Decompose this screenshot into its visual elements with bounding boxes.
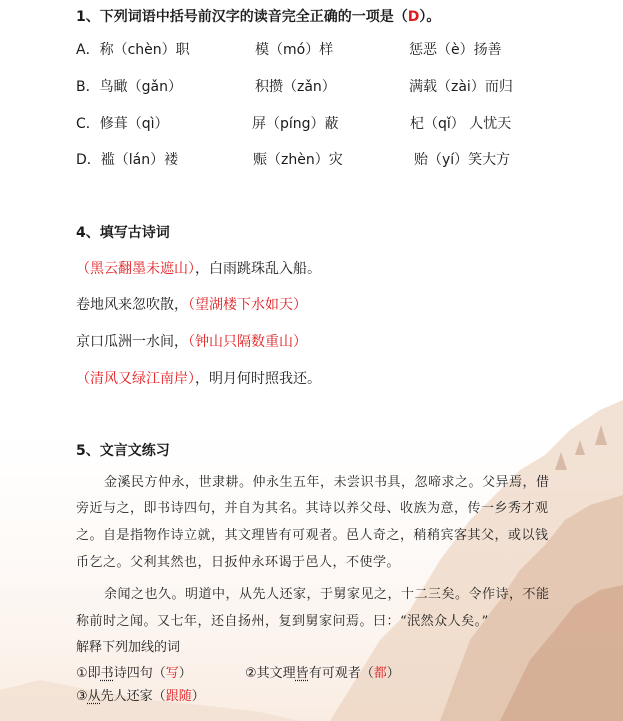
classical-text-line: 之。自是指物作诗立就，其文理皆有可观者。邑人奇之，稍稍宾客其父，或以钱 <box>76 528 549 543</box>
vocab-item-1 <box>76 662 192 681</box>
option-word: 修葺（qì） <box>99 116 169 132</box>
item-number: ① <box>76 666 88 681</box>
item-text: 其文理 <box>256 666 296 681</box>
item-text: 诗四句（ <box>113 666 166 681</box>
option-word: 满载（zài）而归 <box>409 79 513 95</box>
option-word: 褴（lán）褛 <box>100 152 179 168</box>
item-number: ② <box>245 666 257 681</box>
item-answer: 写 <box>165 666 179 681</box>
poem-text: 京口瓜洲一水间， <box>76 334 188 350</box>
q5-instruction: 解释下列加线的词 <box>76 640 181 655</box>
q1-option-a <box>76 39 190 59</box>
item-text: ） <box>178 666 192 681</box>
poem-answer: （清风又绿江南岸） <box>76 371 195 387</box>
option-label: B． <box>76 79 100 95</box>
q1-option-c <box>76 113 169 133</box>
poem-line-4 <box>76 368 321 388</box>
q5-title: 5、文言文练习 <box>76 443 170 459</box>
item-text: 先人还家（ <box>100 689 166 704</box>
q4-title: 4、填写古诗词 <box>76 225 170 241</box>
q1-title <box>76 6 440 26</box>
classical-text-line: 余闻之也久。明道中，从先人还家，于舅家见之，十二三矣。令作诗，不能 <box>104 587 550 602</box>
poem-text: ，明月何时照我还。 <box>195 371 321 387</box>
poem-answer: （望湖楼下水如天） <box>188 297 307 313</box>
option-word: 杞（qǐ） 人忧天 <box>410 116 512 132</box>
item-text: ） <box>386 666 400 681</box>
item-answer: 都 <box>373 666 387 681</box>
poem-answer: （黑云翻墨未遮山） <box>76 261 195 277</box>
item-text: ） <box>191 689 205 704</box>
option-label: A． <box>76 42 100 58</box>
poem-text: 卷地风来忽吹散， <box>76 297 188 313</box>
classical-text-line: 称前时之闻。又七年，还自扬州，复到舅家问焉。曰：“泯然众人矣。” <box>76 614 489 629</box>
option-word: 惩恶（è）扬善 <box>409 42 502 58</box>
item-text: 即 <box>87 666 101 681</box>
option-word: 屏（píng）蔽 <box>252 116 339 132</box>
item-number: ③ <box>76 689 88 704</box>
item-answer: 跟随 <box>165 689 192 704</box>
q1-title-end: ）。 <box>419 9 441 25</box>
underlined-word: 皆 <box>295 666 309 681</box>
poem-text: ，白雨跳珠乱入船。 <box>195 261 321 277</box>
option-label: C． <box>76 116 100 132</box>
option-word: 贻（yí）笑大方 <box>414 152 511 168</box>
item-text: 有可观者（ <box>308 666 374 681</box>
option-word: 鸟瞰（gǎn） <box>99 79 182 95</box>
poem-line-2 <box>76 294 307 314</box>
q1-answer: D <box>407 9 420 25</box>
option-word: 积攒（zǎn） <box>255 79 336 95</box>
q1-title-text: 1、下列词语中括号前汉字的读音完全正确的一项是（ <box>76 9 408 25</box>
q1-option-b <box>76 76 182 96</box>
classical-text-line: 金溪民方仲永，世隶耕。仲永生五年，未尝识书具，忽啼求之。父异焉，借 <box>104 475 550 490</box>
classical-text-line: 旁近与之，即书诗四句，并自为其名。其诗以养父母、收族为意，传一乡秀才观 <box>76 501 549 516</box>
option-word: 称（chèn）职 <box>99 42 190 58</box>
poem-line-1 <box>76 258 321 278</box>
vocab-item-2 <box>245 662 400 681</box>
underlined-word: 从 <box>87 689 101 704</box>
option-label: D． <box>76 152 101 168</box>
poem-line-3 <box>76 331 307 351</box>
vocab-item-3 <box>76 685 205 704</box>
option-word: 赈（zhèn）灾 <box>253 152 343 168</box>
poem-answer: （钟山只隔数重山） <box>188 334 307 350</box>
classical-text-line: 币乞之。父利其然也，日扳仲永环谒于邑人，不使学。 <box>76 555 401 570</box>
option-word: 模（mó）样 <box>255 42 334 58</box>
underlined-word: 书 <box>100 666 114 681</box>
q1-option-d <box>76 149 178 169</box>
